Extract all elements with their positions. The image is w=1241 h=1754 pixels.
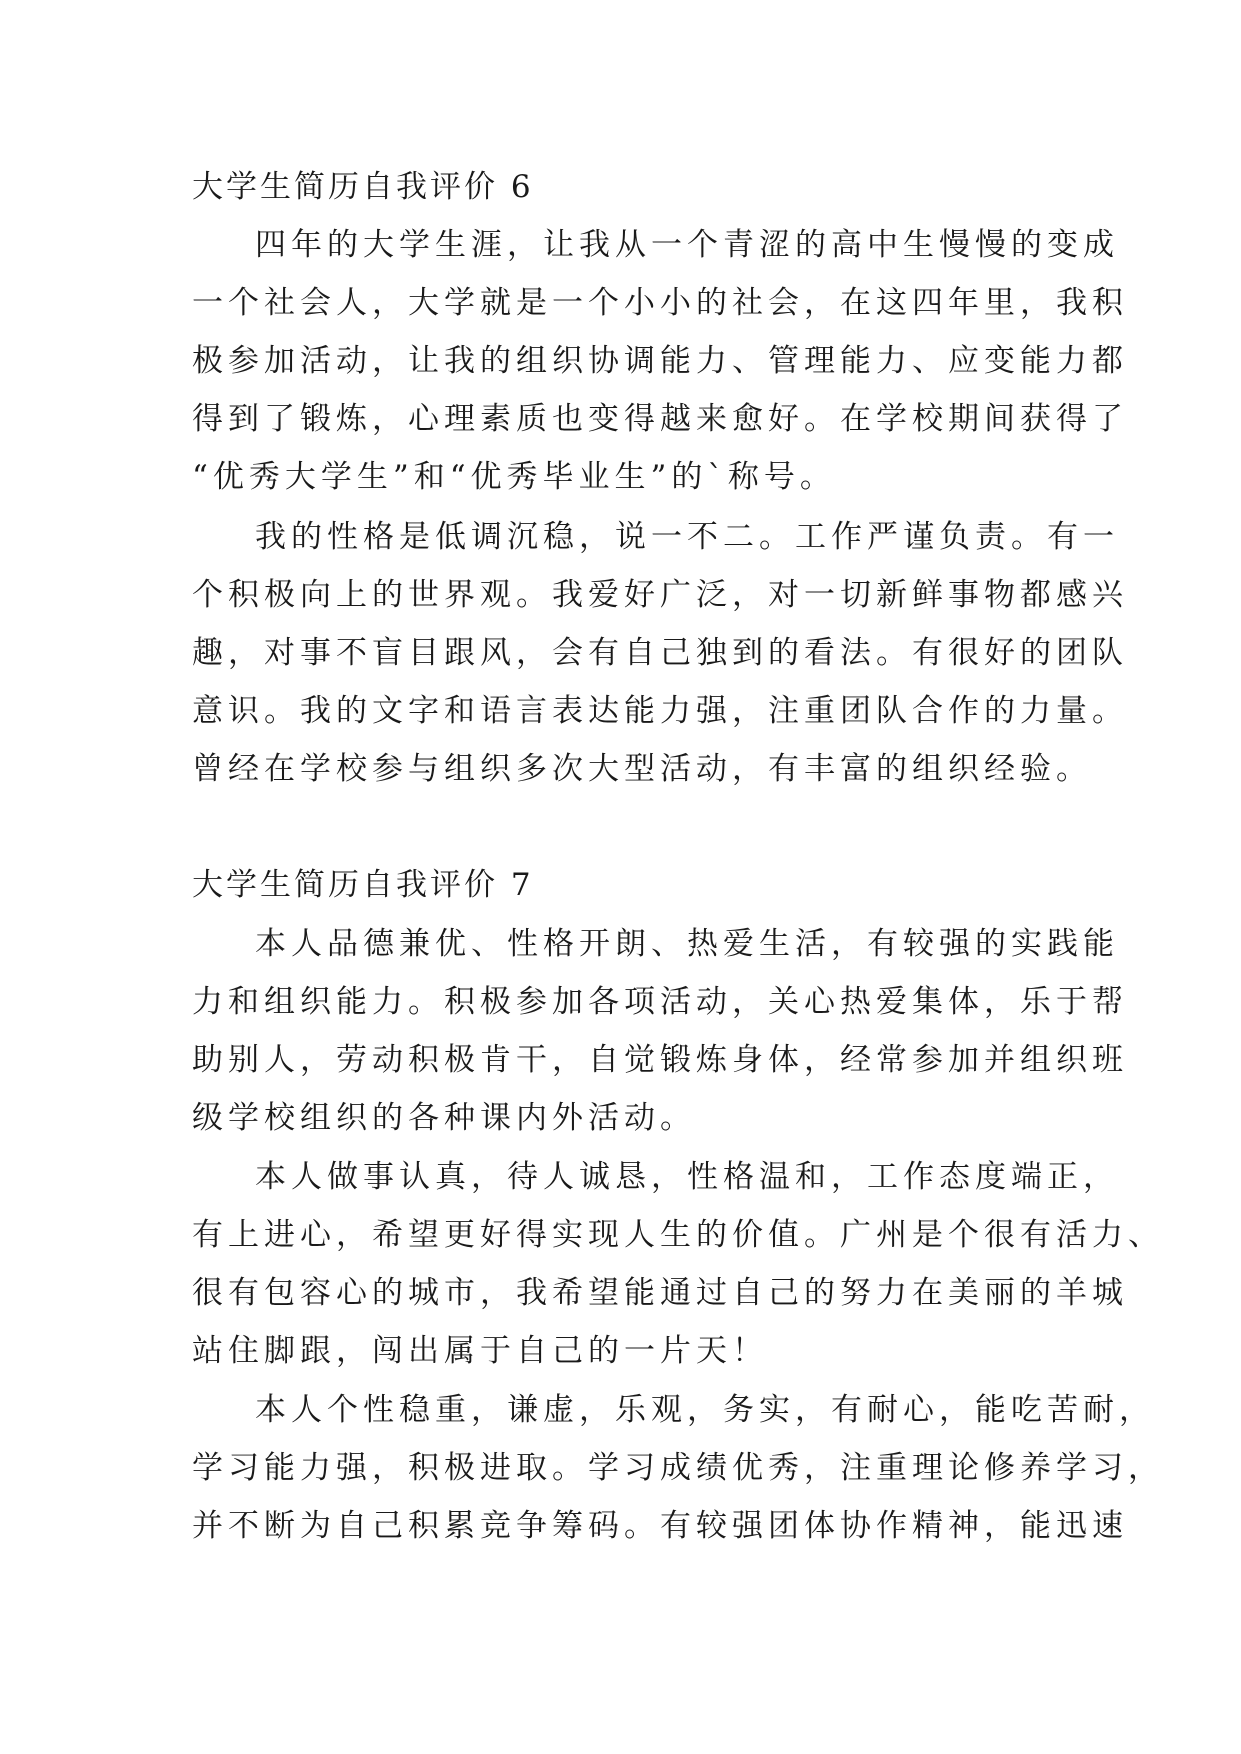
section-7-para-2-line: 本人做事认真，待人诚恳，性格温和，工作态度端正， (255, 1159, 1119, 1195)
section-6-para-1-line: 极参加活动，让我的组织协调能力、管理能力、应变能力都 (192, 343, 1128, 379)
section-6-para-1-line: 得到了锻炼，心理素质也变得越来愈好。在学校期间获得了 (192, 401, 1128, 437)
section-6-para-2-line: 趣，对事不盲目跟风，会有自己独到的看法。有很好的团队 (192, 635, 1128, 671)
section-6-para-2-line: 我的性格是低调沉稳，说一不二。工作严谨负责。有一 (255, 519, 1119, 555)
section-7-para-2-line: 很有包容心的城市，我希望能通过自己的努力在美丽的羊城 (192, 1275, 1128, 1311)
section-6-para-1-line: 四年的大学生涯，让我从一个青涩的高中生慢慢的变成 (255, 227, 1119, 263)
section-6-para-2-line: 曾经在学校参与组织多次大型活动，有丰富的组织经验。 (192, 751, 1092, 787)
section-6-para-1-line: 一个社会人，大学就是一个小小的社会，在这四年里，我积 (192, 285, 1128, 321)
section-7-para-2-line: 站住脚跟，闯出属于自己的一片天！ (192, 1333, 768, 1369)
section-7-para-1-line: 助别人，劳动积极肯干，自觉锻炼身体，经常参加并组织班 (192, 1042, 1128, 1078)
section-7-para-3-line: 本人个性稳重，谦虚，乐观，务实，有耐心，能吃苦耐， (255, 1392, 1155, 1428)
section-6-heading: 大学生简历自我评价 6 (192, 169, 534, 205)
section-7-para-3-line: 并不断为自己积累竞争筹码。有较强团体协作精神，能迅速 (192, 1508, 1128, 1544)
section-7-para-1-line: 力和组织能力。积极参加各项活动，关心热爱集体，乐于帮 (192, 984, 1128, 1020)
section-6-para-2-line: 个积极向上的世界观。我爱好广泛，对一切新鲜事物都感兴 (192, 577, 1128, 613)
section-6-para-1-line: “优秀大学生”和“优秀毕业生”的`称号。 (192, 459, 836, 495)
section-6-para-2-line: 意识。我的文字和语言表达能力强，注重团队合作的力量。 (192, 693, 1128, 729)
section-7-para-1-line: 级学校组织的各种课内外活动。 (192, 1100, 696, 1136)
section-7-heading: 大学生简历自我评价 7 (192, 867, 534, 903)
section-7-para-2-line: 有上进心，希望更好得实现人生的价值。广州是个很有活力、 (192, 1217, 1164, 1253)
section-7-para-3-line: 学习能力强，积极进取。学习成绩优秀，注重理论修养学习， (192, 1450, 1164, 1486)
section-7-para-1-line: 本人品德兼优、性格开朗、热爱生活，有较强的实践能 (255, 926, 1119, 962)
